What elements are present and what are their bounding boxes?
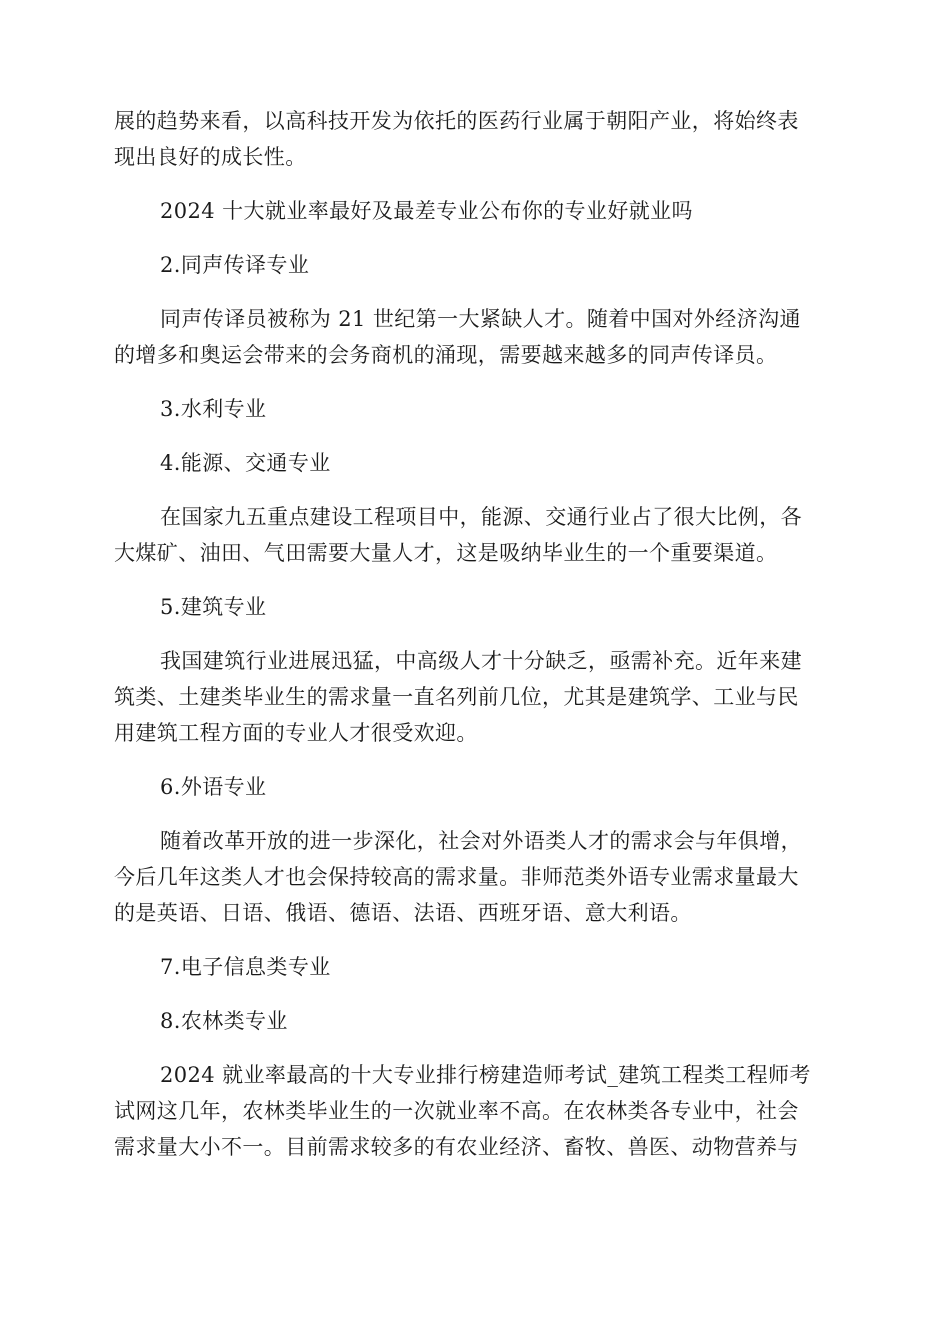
- paragraph-line: 我国建筑行业进展迅猛，中高级人才十分缺乏，亟需补充。近年来建: [160, 649, 802, 673]
- paragraph-line: 6.外语专业: [160, 775, 267, 799]
- paragraph-energy-transport: [114, 499, 834, 571]
- paragraph-line: 的增多和奥运会带来的会务商机的涌现，需要越来越多的同声传译员。: [114, 343, 778, 367]
- heading-item-5: [114, 589, 834, 625]
- heading-item-8: [114, 1003, 834, 1039]
- paragraph-line: 今后几年这类人才也会保持较高的需求量。非师范类外语专业需求量最大: [114, 865, 799, 889]
- paragraph-line: 展的趋势来看，以高科技开发为依托的医药行业属于朝阳产业，将始终表: [114, 109, 799, 133]
- heading-ranking-title: [114, 193, 834, 229]
- paragraph-line: 7.电子信息类专业: [160, 955, 331, 979]
- heading-item-6: [114, 769, 834, 805]
- heading-item-4: [114, 445, 834, 481]
- paragraph-line: 同声传译员被称为 21 世纪第一大紧缺人才。随着中国对外经济沟通: [160, 307, 801, 331]
- paragraph-line: 3.水利专业: [160, 397, 267, 421]
- paragraph-line: 2024 就业率最高的十大专业排行榜建造师考试_建筑工程类工程师考: [160, 1063, 811, 1087]
- paragraph-line: 筑类、土建类毕业生的需求量一直名列前几位，尤其是建筑学、工业与民: [114, 685, 799, 709]
- document-page: [114, 103, 834, 1183]
- paragraph-line: 5.建筑专业: [160, 595, 267, 619]
- paragraph-line: 需求量大小不一。目前需求较多的有农业经济、畜牧、兽医、动物营养与: [114, 1135, 799, 1159]
- heading-item-2: [114, 247, 834, 283]
- paragraph-architecture: [114, 643, 834, 751]
- paragraph-pharma-trend: [114, 103, 834, 175]
- paragraph-line: 用建筑工程方面的专业人才很受欢迎。: [114, 721, 478, 745]
- heading-item-7: [114, 949, 834, 985]
- paragraph-foreign-language: [114, 823, 834, 931]
- paragraph-line: 现出良好的成长性。: [114, 145, 307, 169]
- paragraph-line: 的是英语、日语、俄语、德语、法语、西班牙语、意大利语。: [114, 901, 692, 925]
- paragraph-line: 2.同声传译专业: [160, 253, 310, 277]
- paragraph-line: 2024 十大就业率最好及最差专业公布你的专业好就业吗: [160, 199, 693, 223]
- paragraph-line: 8.农林类专业: [160, 1009, 288, 1033]
- paragraph-line: 试网这几年，农林类毕业生的一次就业率不高。在农林类各专业中，社会: [114, 1099, 799, 1123]
- paragraph-line: 4.能源、交通专业: [160, 451, 331, 475]
- paragraph-line: 随着改革开放的进一步深化，社会对外语类人才的需求会与年俱增，: [160, 829, 802, 853]
- paragraph-agriculture-forestry: [114, 1057, 834, 1165]
- paragraph-line: 大煤矿、油田、气田需要大量人才，这是吸纳毕业生的一个重要渠道。: [114, 541, 778, 565]
- paragraph-interpretation: [114, 301, 834, 373]
- heading-item-3: [114, 391, 834, 427]
- paragraph-line: 在国家九五重点建设工程项目中，能源、交通行业占了很大比例，各: [160, 505, 802, 529]
